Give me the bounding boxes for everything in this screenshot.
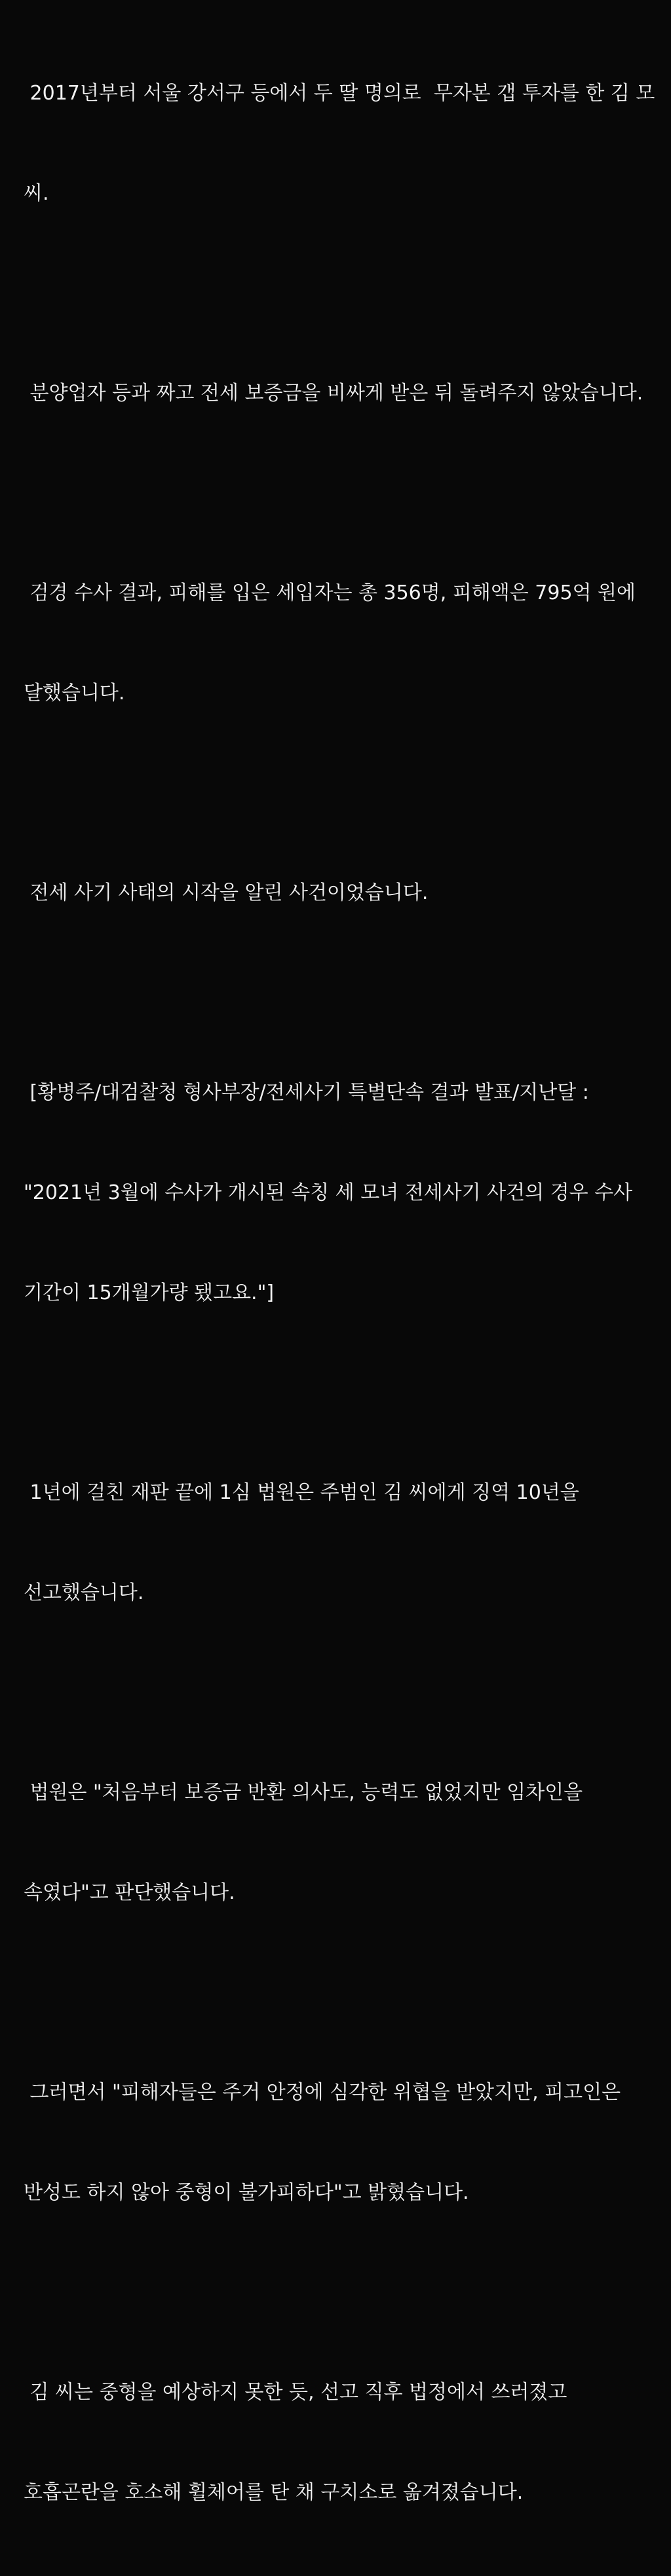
- paragraph-9: [24, 2309, 653, 2576]
- paragraph-3: [24, 509, 653, 777]
- paragraph-line: 기간이 15개월가량 됐고요."]: [24, 1281, 275, 1304]
- paragraph-line: 김 씨는 중형을 예상하지 못한 듯, 선고 직후 법정에서 쓰러졌고: [24, 2381, 567, 2404]
- paragraph-1: [24, 10, 653, 277]
- paragraph-line: 씨.: [24, 182, 49, 205]
- paragraph-line: 그러면서 "피해자들은 주거 안정에 심각한 위협을 받았지만, 피고인은: [24, 2081, 621, 2104]
- quote-paragraph: [24, 1009, 653, 1376]
- paragraph-2: [24, 310, 653, 477]
- paragraph-line: 호흡곤란을 호소해 휠체어를 탄 채 구치소로 옮겨졌습니다.: [24, 2481, 524, 2504]
- paragraph-line: 속였다"고 판단했습니다.: [24, 1881, 235, 1904]
- paragraph-line: 반성도 하지 않아 중형이 불가피하다"고 밝혔습니다.: [24, 2181, 469, 2204]
- paragraph-8: [24, 2009, 653, 2276]
- paragraph-line: 2017년부터 서울 강서구 등에서 두 딸 명의로 무자본 갭 투자를 한 김 모: [24, 82, 655, 105]
- paragraph-line: 분양업자 등과 짜고 전세 보증금을 비싸게 받은 뒤 돌려주지 않았습니다.: [24, 382, 643, 405]
- paragraph-line: "2021년 3월에 수사가 개시된 속칭 세 모녀 전세사기 사건의 경우 수사: [24, 1181, 633, 1204]
- paragraph-line: 선고했습니다.: [24, 1581, 144, 1604]
- paragraph-line: 1년에 걸친 재판 끝에 1심 법원은 주범인 김 씨에게 징역 10년을: [24, 1481, 579, 1504]
- paragraph-line: 검경 수사 결과, 피해를 입은 세입자는 총 356명, 피해액은 795억 원에: [24, 581, 636, 604]
- paragraph-line: [황병주/대검찰청 형사부장/전세사기 특별단속 결과 발표/지난달 :: [24, 1081, 589, 1104]
- paragraph-4: [24, 809, 653, 976]
- paragraph-7: [24, 1709, 653, 1976]
- paragraph-6: [24, 1409, 653, 1676]
- paragraph-line: 달했습니다.: [24, 682, 125, 705]
- paragraph-line: 전세 사기 사태의 시작을 알린 사건이었습니다.: [24, 881, 429, 904]
- article-body: [24, 10, 653, 2576]
- paragraph-line: 법원은 "처음부터 보증금 반환 의사도, 능력도 없었지만 임차인을: [24, 1781, 583, 1804]
